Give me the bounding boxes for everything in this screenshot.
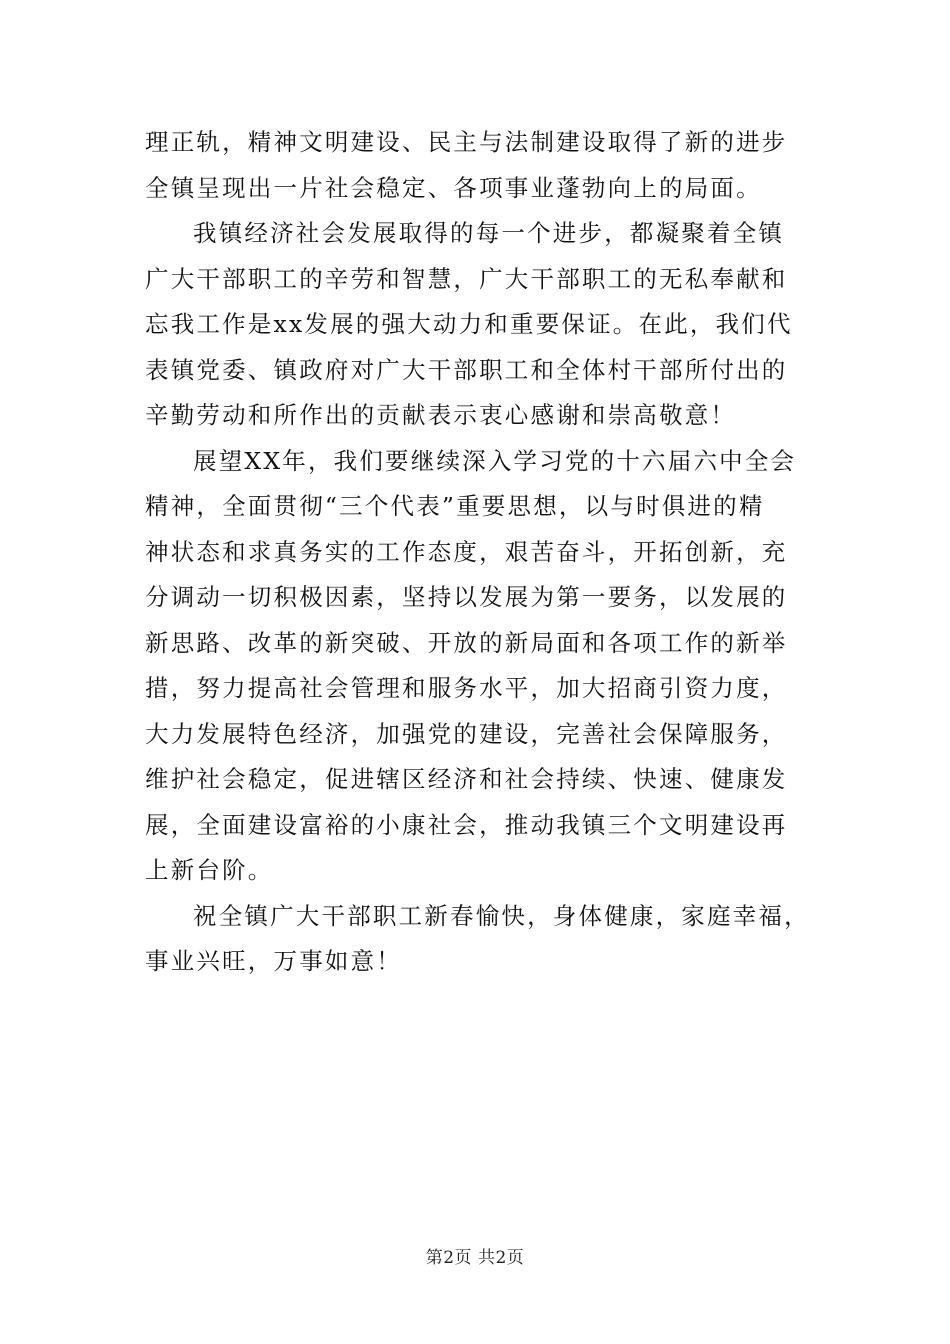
paragraph-1 xyxy=(145,120,835,211)
text-line: 祝全镇广大干部职工新春愉快，身体健康，家庭幸福， xyxy=(193,901,810,930)
text-line: 新思路、改革的新突破、开放的新局面和各项工作的新举 xyxy=(145,628,788,657)
text-line: 展望XX年，我们要继续深入学习党的十六届六中全会 xyxy=(193,446,797,475)
text-line: 辛勤劳动和所作出的贡献表示衷心感谢和崇高敬意！ xyxy=(145,401,737,429)
text-line: 维护社会稳定，促进辖区经济和社会持续、快速、健康发 xyxy=(145,765,788,793)
paragraph-2 xyxy=(145,211,835,439)
text-line: 分调动一切积极因素，坚持以发展为第一要务，以发展的 xyxy=(145,583,788,611)
document-body xyxy=(145,120,835,985)
text-line: 全镇呈现出一片社会稳定、各项事业蓬勃向上的局面。 xyxy=(145,173,762,202)
text-line: 我镇经济社会发展取得的每一个进步，都凝聚着全镇 xyxy=(193,219,785,247)
text-line: 忘我工作是xx发展的强大动力和重要保证。在此，我们代 xyxy=(145,310,793,338)
paragraph-4 xyxy=(145,894,835,985)
text-line: 理正轨，精神文明建设、民主与法制建设取得了新的进步 xyxy=(145,128,788,156)
text-line: 神状态和求真务实的工作态度，艰苦奋斗，开拓创新，充 xyxy=(145,537,788,566)
text-line: 大力发展特色经济，加强党的建设，完善社会保障服务， xyxy=(145,719,788,748)
page-number-footer: 第2页 共2页 xyxy=(425,1248,525,1268)
text-line: 展，全面建设富裕的小康社会，推动我镇三个文明建设再 xyxy=(145,810,788,839)
text-line: 措，努力提高社会管理和服务水平，加大招商引资力度， xyxy=(145,674,788,702)
text-line: 广大干部职工的辛劳和智慧，广大干部职工的无私奉献和 xyxy=(145,264,788,293)
text-line: 精神，全面贯彻“三个代表”重要思想，以与时俱进的精 xyxy=(145,492,765,520)
paragraph-3 xyxy=(145,439,835,894)
text-line: 上新台阶。 xyxy=(145,856,274,884)
text-line: 表镇党委、镇政府对广大干部职工和全体村干部所付出的 xyxy=(145,355,788,384)
text-line: 事业兴旺，万事如意！ xyxy=(145,947,402,975)
